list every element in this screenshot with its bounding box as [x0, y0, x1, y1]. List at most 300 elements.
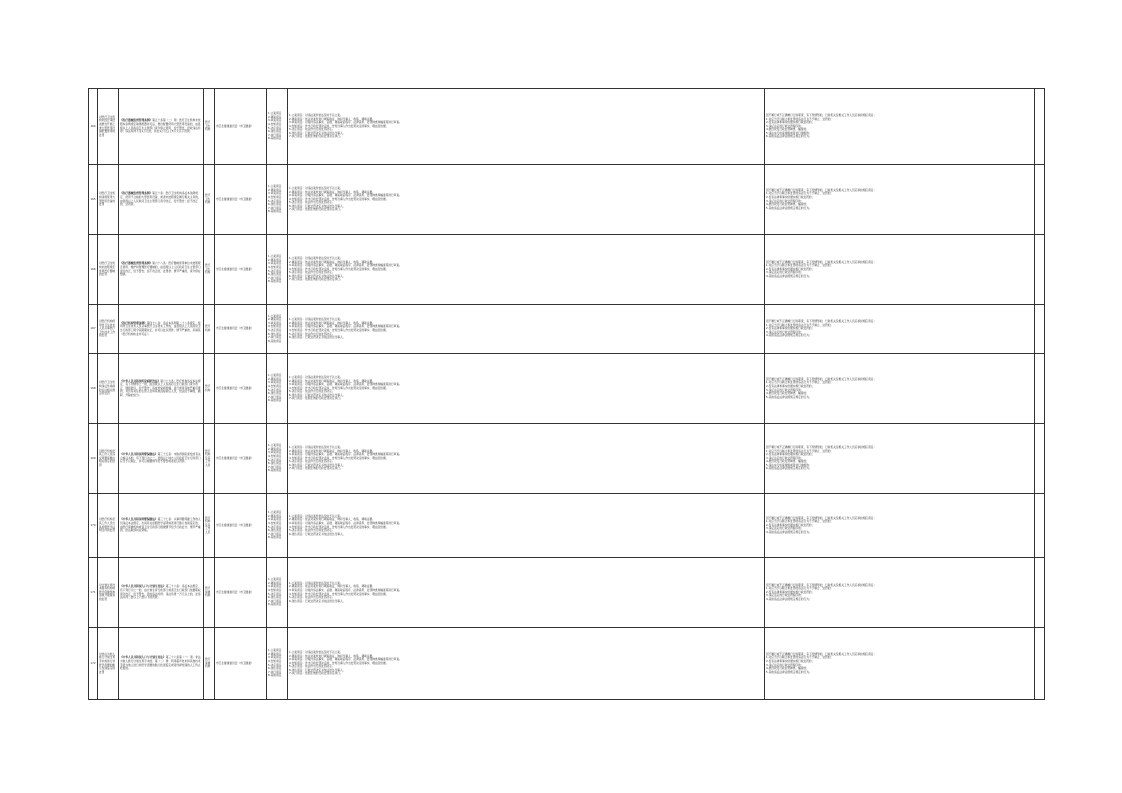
responsibility-item: 8.其他责任: [268, 468, 282, 473]
responsibility-item: 5.决定责任: [268, 591, 282, 596]
row-number-cell: [89, 235, 98, 305]
responsibility-item: 5.决定责任: [268, 387, 282, 392]
table-row: [89, 628, 1045, 700]
responsibility-item: 7.执行责任: [268, 205, 282, 210]
responsibility-item: 3.审查责任: [268, 380, 282, 385]
duty-item: 5.决定责任：依法作出行政处罚决定。: [289, 389, 335, 394]
liability-cell: [765, 494, 1035, 558]
legal-basis-cell: [119, 628, 204, 700]
legal-basis-cell: [119, 558, 204, 628]
duty-item: 5.决定责任：依法作出行政处罚决定。: [289, 595, 335, 600]
target-text: 医疗卫生机构: [205, 120, 211, 132]
responsibility-item: 3.审查责任: [268, 191, 282, 196]
liability-item: 3.违反法定的行政处罚程序的；: [766, 526, 804, 531]
duty-item: 4.告知责任：作出行政处罚决定前，告知当事人作出处罚决定的事实、理由及依据。: [289, 591, 389, 596]
legal-basis-title: 《医疗器械监督管理条例》: [120, 118, 153, 123]
table-body: [89, 89, 1045, 700]
liability-item: 因不履行或不正确履行行政职责，有下列情形的，行政机关及相关工作人员应承担相应责任：: [766, 259, 877, 264]
liability-item: 3.违反法定的行政处罚程序的；: [766, 123, 804, 128]
row-number-cell: [89, 354, 98, 424]
responsibility-item: 7.执行责任: [268, 464, 282, 469]
duty-item: 6.送达责任：行政处罚决定书依法送达当事人。: [289, 130, 346, 135]
liability-item: 4.擅自改变行政处罚种类、幅度的；: [766, 202, 809, 207]
liability-item: 因不履行或不正确履行行政职责，有下列情形的，行政机关及相关工作人员应承担相应责任：: [766, 319, 877, 324]
liability-item: 2.没有法律和事实依据实施行政处罚的；: [766, 452, 815, 457]
duty-item: 4.告知责任：作出行政处罚决定前，告知当事人作出处罚决定的事实、理由及依据。: [289, 196, 389, 201]
duty-detail-cell: [288, 354, 765, 424]
remark-cell: [1035, 235, 1045, 305]
item-name: 对医疗卫生机构未按照规定使用医疗器械的处罚: [99, 261, 116, 277]
table-row: [89, 165, 1045, 235]
duty-item: 3.审查责任：对案件违法事实、证据、调查取证程序、法律适用、处罚种类和幅度等进行审查。: [289, 120, 402, 125]
item-name: 对医疗机构及其工作人员违反母婴保健法相关规定的处罚: [99, 448, 116, 467]
responsibility-item: 1.立案责任: [268, 648, 282, 653]
responsibility-list-cell: [267, 305, 288, 354]
legal-basis-cell: [119, 424, 204, 494]
duty-detail-cell: [288, 558, 765, 628]
subject-text: 市卫生健康委员会（市卫健委）: [216, 326, 254, 331]
subject-text: 市卫生健康委员会（市卫健委）: [216, 266, 254, 271]
legal-basis-text: 第五十条第（二）项：医疗卫生机构未依照本条例规定取得配置许可证，擅自配置使用大型医用设备的，由县级以上人民政府卫生主管部门责令停止使用，给予警告，没收违法所得；违法所得不足1万元的，并处1万元以上5万元以下罚款。: [120, 118, 201, 134]
item-name: 对计划生育技术服务机构或医疗保健机构违规开展服务的处罚: [99, 582, 116, 601]
duty-item: 2.调查责任：依法对案件进行调查取证，询问当事人，收集、调取证据。: [289, 259, 375, 264]
responsibility-item: 8.其他责任: [268, 398, 282, 403]
duty-item: 6.送达责任：行政处罚决定书依法送达当事人。: [289, 462, 346, 467]
responsibility-item: 7.执行责任: [268, 531, 282, 536]
responsibility-item: 2.调查责任: [268, 317, 282, 322]
subject-text: 市卫生健康委员会（市卫健委）: [216, 385, 254, 390]
target-cell: [204, 354, 215, 424]
duty-item: 2.调查责任：依法对案件进行调查取证，询问当事人，收集、调取证据。: [289, 448, 375, 453]
responsibility-item: 5.决定责任: [268, 457, 282, 462]
duty-item: 3.审查责任：对案件违法事实、证据、调查取证程序、法律适用、处罚种类和幅度等进行审查。: [289, 263, 402, 268]
responsibility-list-cell: [267, 494, 288, 558]
liability-item: 2.没有法律和事实依据实施行政处罚的；: [766, 522, 815, 527]
responsibility-item: 4.告知责任: [268, 587, 282, 592]
legal-basis-text: 第三十七条：从事母婴保健工作的人员违反本法规定，出具有关虚假医学证明或者进行胎儿性别鉴定的，由医疗保健机构或者卫生行政部门根据情节给予行政处分；情节严重的，依法取消执业资格。: [120, 517, 201, 533]
responsibility-item: 7.执行责任: [268, 669, 282, 674]
legal-basis-title: 《医疗器械监督管理条例》: [120, 191, 153, 196]
responsibility-list-cell: [267, 628, 288, 700]
table-row: [89, 494, 1045, 558]
liability-item: 2.没有法律和事实依据实施行政处罚的；: [766, 266, 815, 271]
table-row: [89, 235, 1045, 305]
power-list-table: [88, 88, 1045, 700]
responsibility-item: 8.其他责任: [268, 136, 282, 141]
target-cell: [204, 558, 215, 628]
legal-basis-text: 第三十五条：未取得国家颁发的有关合格证书的，有下列行为之一，县级以上地方人民政府卫生行政部门应当予以制止，并可以根据情节给予警告或者处以罚款。: [120, 452, 201, 464]
table-row: [89, 558, 1045, 628]
responsibility-item: 2.调查责任: [268, 376, 282, 381]
duty-item: 3.审查责任：对案件违法事实、证据、调查取证程序、法律适用、处罚种类和幅度等进行审查。: [289, 657, 402, 662]
item-name-cell: [98, 235, 119, 305]
duty-item: 2.调查责任：依法对案件进行调查取证，询问当事人，收集、调取证据。: [289, 189, 375, 194]
legal-basis-cell: [119, 235, 204, 305]
legal-basis-cell: [119, 165, 204, 235]
responsibility-item: 7.执行责任: [268, 132, 282, 137]
responsibility-item: 7.执行责任: [268, 275, 282, 280]
duty-item: 6.送达责任：行政处罚决定书依法送达当事人。: [289, 667, 346, 672]
responsibility-item: 3.审查责任: [268, 261, 282, 266]
liability-item: 因不履行或不正确履行行政职责，有下列情形的，行政机关及相关工作人员应承担相应责任：: [766, 444, 877, 449]
row-number: 172: [90, 660, 96, 665]
responsibility-item: 3.审查责任: [268, 118, 282, 123]
subject-cell: [215, 628, 267, 700]
liability-cell: [765, 305, 1035, 354]
target-cell: [204, 494, 215, 558]
duty-detail-cell: [288, 305, 765, 354]
table-row: [89, 354, 1045, 424]
target-text: 医疗保健机构: [205, 657, 211, 669]
item-name: 对医疗机构及其工作人员出具虚假医学证明文件的处罚: [99, 517, 116, 533]
responsibility-item: 4.告知责任: [268, 383, 282, 388]
legal-basis-text: 第六十八条：医疗器械使用单位未按照规定使用、维护和管理医疗器械的，由县级以上人民政府卫生主管部门责令改正，给予警告；拒不改正的，处罚款；情节严重的，责令停业整顿。: [120, 261, 201, 277]
liability-item: 5.违法实行检查措施或者执行措施的；: [766, 462, 812, 467]
remark-cell: [1035, 165, 1045, 235]
item-name-cell: [98, 628, 119, 700]
liability-item: 1.对应当予以制止和处罚的违法行为不予制止、处罚的；: [766, 191, 834, 196]
remark-cell: [1035, 558, 1045, 628]
responsibility-item: 8.其他责任: [268, 209, 282, 214]
responsibility-list-cell: [267, 89, 288, 165]
table-row: [89, 305, 1045, 354]
responsibility-item: 7.执行责任: [268, 394, 282, 399]
liability-item: 3.违反法定的行政处罚程序的；: [766, 593, 804, 598]
responsibility-item: 1.立案责任: [268, 313, 282, 318]
liability-item: 5.违法实行检查措施或者执行措施的；: [766, 130, 812, 135]
responsibility-item: 7.执行责任: [268, 335, 282, 340]
subject-cell: [215, 494, 267, 558]
liability-item: 3.违反法定的行政处罚程序的；: [766, 387, 804, 392]
duty-item: 1.立案责任：对违法案件依法及时予以立案。: [289, 255, 343, 260]
duty-item: 3.审查责任：对案件违法事实、证据、调查取证程序、法律适用、处罚种类和幅度等进行审查。: [289, 587, 402, 592]
responsibility-item: 1.立案责任: [268, 443, 282, 448]
legal-basis-title: 《医疗机构管理条例》: [120, 320, 147, 325]
target-cell: [204, 89, 215, 165]
responsibility-item: 5.决定责任: [268, 328, 282, 332]
duty-item: 1.立案责任：对违法案件依法及时予以立案。: [289, 513, 343, 518]
duty-detail-cell: [288, 165, 765, 235]
duty-item: 4.告知责任：作出行政处罚决定前，告知当事人作出处罚决定的事实、理由及依据。: [289, 385, 389, 390]
liability-item: 因不履行或不正确履行行政职责，有下列情形的，行政机关及相关工作人员应承担相应责任：: [766, 187, 877, 192]
target-cell: [204, 305, 215, 354]
subject-text: 市卫生健康委员会（市卫健委）: [216, 455, 254, 460]
responsibility-item: 1.立案责任: [268, 577, 282, 582]
liability-item: 6.其他违反法律法规规章规定的行为。: [766, 466, 812, 471]
duty-item: 1.立案责任：对违法案件依法及时予以立案。: [289, 580, 343, 585]
row-number: 170: [90, 522, 96, 527]
liability-item: 4.擅自改变行政处罚种类、幅度的；: [766, 459, 809, 464]
legal-basis-text: 第六十九条：医疗机构违反本法规定，有下列情形之一的，由县级以上人民政府卫生行政部门责令改正，通报批评，给予警告；造成传染病传播、流行或者其他严重后果的，对负有责任的主管人员和其他直接责任人员，依法给予降级、撤职、开除的处分。: [120, 378, 201, 397]
liability-item: 4.其他违反法律法规规章规定的行为。: [766, 529, 812, 534]
duty-item: 6.送达责任：行政处罚决定书依法送达当事人。: [289, 598, 346, 603]
row-number: 166: [90, 266, 96, 271]
liability-item: 因不履行或不正确履行行政职责，有下列情形的，行政机关及相关工作人员应承担相应责任：: [766, 651, 877, 656]
liability-item: 1.对应当予以制止和处罚的违法行为不予制止、处罚的；: [766, 322, 834, 327]
legal-basis-text: 第五十条：医疗卫生机构违反本条例规定，使用不合格的大型医用设备，或者未按照规定履行相关义务的，由县级以上人民政府卫生主管部门责令改正，给予警告；拒不改正的，处罚款。: [120, 191, 201, 207]
target-cell: [204, 235, 215, 305]
duty-item: 2.调查责任：依法对案件进行调查取证，询问当事人，收集、调取证据。: [289, 517, 375, 522]
liability-item: 因不履行或不正确履行行政职责，有下列情形的，行政机关及相关工作人员应承担相应责任：: [766, 112, 877, 117]
responsibility-item: 2.调查责任: [268, 257, 282, 262]
legal-basis-title: 《中华人民共和国母婴保健法》: [120, 452, 158, 457]
duty-item: 1.立案责任：对违法案件依法及时予以立案。: [289, 112, 343, 117]
item-name-cell: [98, 558, 119, 628]
liability-cell: [765, 89, 1035, 165]
subject-cell: [215, 89, 267, 165]
row-number: 169: [90, 455, 96, 460]
legal-basis-cell: [119, 305, 204, 354]
duty-detail-cell: [288, 235, 765, 305]
duty-item: 5.决定责任：依法作出行政处罚决定。: [289, 459, 335, 464]
liability-cell: [765, 165, 1035, 235]
item-name-cell: [98, 305, 119, 354]
responsibility-item: 5.决定责任: [268, 524, 282, 529]
liability-item: 因不履行或不正确履行行政职责，有下列情形的，行政机关及相关工作人员应承担相应责任：: [766, 376, 877, 381]
target-cell: [204, 165, 215, 235]
responsibility-item: 2.调查责任: [268, 580, 282, 585]
responsibility-item: 6.送达责任: [268, 528, 282, 533]
responsibility-item: 5.决定责任: [268, 662, 282, 667]
duty-item: 3.审查责任：对案件违法事实、证据、调查取证程序、法律适用、处罚种类和幅度等进行审查。: [289, 193, 402, 198]
item-name: 对医疗卫生机构违规使用大型医用设备的处罚: [99, 191, 116, 207]
item-name: 对非法为他人施行计划生育手术或进行非医学需要的胎儿性别鉴定的处罚: [99, 651, 116, 674]
responsibility-item: 6.送达责任: [268, 391, 282, 396]
duty-item: 6.送达责任：行政处罚决定书依法送达当事人。: [289, 531, 346, 536]
subject-cell: [215, 235, 267, 305]
liability-item: 1.对应当予以制止和处罚的违法行为不予制止、处罚的；: [766, 448, 834, 453]
responsibility-item: 6.送达责任: [268, 331, 282, 336]
liability-cell: [765, 628, 1035, 700]
responsibility-item: 8.其他责任: [268, 535, 282, 540]
liability-item: 6.其他违反法律法规规章规定的行为。: [766, 134, 812, 139]
liability-item: 1.对应当予以制止和处罚的违法行为不予制止、处罚的；: [766, 519, 834, 524]
liability-item: 1.对应当予以制止和处罚的违法行为不予制止、处罚的；: [766, 263, 834, 268]
subject-text: 市卫生健康委员会（市卫健委）: [216, 589, 254, 594]
responsibility-item: 2.调查责任: [268, 114, 282, 119]
duty-item: 1.立案责任：对违法案件依法及时予以立案。: [289, 317, 343, 322]
responsibility-item: 6.送达责任: [268, 202, 282, 207]
duty-item: 4.告知责任：作出行政处罚决定前，告知当事人作出处罚决定的事实、理由及依据。: [289, 455, 389, 460]
remark-cell: [1035, 305, 1045, 354]
responsibility-item: 4.告知责任: [268, 658, 282, 663]
duty-item: 5.决定责任：依法作出行政处罚决定。: [289, 528, 335, 533]
item-name-cell: [98, 89, 119, 165]
responsibility-item: 3.审查责任: [268, 450, 282, 455]
duty-item: 2.调查责任：依法对案件进行调查取证，询问当事人，收集、调取证据。: [289, 378, 375, 383]
responsibility-item: 3.审查责任: [268, 517, 282, 522]
duty-item: 3.审查责任：对案件违法事实、证据、调查取证程序、法律适用、处罚种类和幅度等进行审查。: [289, 520, 402, 525]
responsibility-list-cell: [267, 165, 288, 235]
target-text: 医疗机构: [205, 383, 211, 392]
responsibility-list-cell: [267, 235, 288, 305]
liability-item: 3.违反法定的行政处罚程序的；: [766, 455, 804, 460]
duty-item: 7.执行责任：依照生效的行政处罚决定执行。: [289, 134, 343, 139]
responsibility-item: 8.其他责任: [268, 338, 282, 343]
remark-cell: [1035, 354, 1045, 424]
row-number: 165: [90, 196, 96, 201]
target-text: 医疗机构及其工作人员: [205, 515, 211, 534]
responsibility-item: 4.告知责任: [268, 453, 282, 458]
responsibility-item: 6.送达责任: [268, 666, 282, 671]
duty-item: 6.送达责任：行政处罚决定书依法送达当事人。: [289, 273, 346, 278]
target-text: 医疗机构: [205, 324, 211, 332]
responsibility-item: 4.告知责任: [268, 324, 282, 329]
duty-item: 2.调查责任：依法对案件进行调查取证，询问当事人，收集、调取证据。: [289, 584, 375, 589]
responsibility-item: 6.送达责任: [268, 595, 282, 600]
item-name: 对医疗机构使用非卫生技术人员从事医疗卫生技术工作的处罚: [99, 319, 116, 338]
legal-basis-text: 第四十八条：违反本条例第二十八条规定，使用非卫生技术人员从事医疗卫生技术工作的，由县级以上人民政府卫生行政部门责令其限期改正，并可以处以罚款；情节严重的，吊销其《医疗机构执业许可证》。: [120, 320, 201, 336]
duty-item: 7.执行责任：依照生效的行政处罚决定执行。: [289, 466, 343, 471]
row-number-cell: [89, 424, 98, 494]
duty-detail-cell: [288, 628, 765, 700]
liability-item: 4.其他违反法律法规规章规定的行为。: [766, 596, 812, 601]
row-number: 167: [90, 326, 96, 331]
responsibility-item: 2.调查责任: [268, 187, 282, 192]
duty-item: 5.决定责任：依法作出行政处罚决定。: [289, 200, 335, 205]
duty-item: 2.调查责任：依法对案件进行调查取证，询问当事人，收集、调取证据。: [289, 653, 375, 658]
subject-cell: [215, 558, 267, 628]
liability-item: 1.对应当予以制止和处罚的违法行为不予制止、处罚的；: [766, 655, 834, 660]
responsibility-item: 2.调查责任: [268, 446, 282, 451]
legal-basis-cell: [119, 354, 204, 424]
responsibility-item: 4.告知责任: [268, 520, 282, 525]
duty-item: 5.决定责任：依法作出行政处罚决定。: [289, 270, 335, 275]
duty-detail-cell: [288, 424, 765, 494]
liability-item: 1.对应当予以制止和处罚的违法行为不予制止、处罚的；: [766, 116, 834, 121]
liability-item: 3.违反法定的行政处罚程序的；: [766, 662, 804, 667]
duty-item: 4.告知责任：作出行政处罚决定前，告知当事人作出处罚决定的事实、理由及依据。: [289, 660, 389, 665]
duty-item: 5.决定责任：依法作出行政处罚决定。: [289, 127, 335, 132]
responsibility-item: 5.决定责任: [268, 125, 282, 130]
liability-item: 2.没有法律和事实依据实施行政处罚的；: [766, 589, 815, 594]
liability-cell: [765, 235, 1035, 305]
remark-cell: [1035, 424, 1045, 494]
duty-item: 7.执行责任：依照生效的行政处罚决定执行。: [289, 277, 343, 282]
item-name-cell: [98, 165, 119, 235]
legal-basis-title: 《中华人民共和国传染病防治法》: [120, 378, 161, 383]
responsibility-item: 3.审查责任: [268, 320, 282, 325]
liability-item: 因不履行或不正确履行行政职责，有下列情形的，行政机关及相关工作人员应承担相应责任：: [766, 582, 877, 587]
item-name: 对医疗卫生机构未经过审批而擅自开展乙类大型医用设备配置使用的处罚: [99, 114, 116, 137]
duty-item: 5.决定责任：依法作出行政处罚决定。: [289, 664, 335, 669]
table-row: [89, 424, 1045, 494]
duty-item: 2.调查责任：依法对案件进行调查取证，询问当事人，收集、调取证据。: [289, 116, 375, 121]
responsibility-item: 6.送达责任: [268, 272, 282, 277]
row-number: 168: [90, 385, 96, 390]
row-number-cell: [89, 165, 98, 235]
table-row: [89, 89, 1045, 165]
responsibility-item: 8.其他责任: [268, 602, 282, 607]
target-cell: [204, 424, 215, 494]
duty-item: 4.告知责任：作出行政处罚决定前，告知当事人作出处罚决定的事实、理由及依据。: [289, 123, 389, 128]
duty-item: 1.立案责任：对违法案件依法及时予以立案。: [289, 649, 343, 654]
duty-item: 4.告知责任：作出行政处罚决定前，告知当事人作出处罚决定的事实、理由及依据。: [289, 328, 389, 332]
responsibility-item: 1.立案责任: [268, 254, 282, 259]
liability-item: 2.没有法律和事实依据实施行政处罚的；: [766, 383, 815, 388]
responsibility-item: 2.调查责任: [268, 513, 282, 518]
liability-item: 1.对应当予以制止和处罚的违法行为不予制止、处罚的；: [766, 380, 834, 385]
liability-item: 4.其他违反法律法规规章规定的行为。: [766, 333, 812, 338]
legal-basis-title: 《中华人民共和国人口与计划生育法》: [120, 584, 166, 589]
liability-item: 2.没有法律和事实依据实施行政处罚的；: [766, 120, 815, 125]
responsibility-item: 5.决定责任: [268, 268, 282, 273]
responsibility-list-cell: [267, 558, 288, 628]
duty-detail-cell: [288, 89, 765, 165]
duty-item: 7.执行责任：依照生效的行政处罚决定执行。: [289, 671, 343, 676]
row-number-cell: [89, 628, 98, 700]
duty-item: 3.审查责任：对案件违法事实、证据、调查取证程序、法律适用、处罚种类和幅度等进行审查。: [289, 452, 402, 457]
responsibility-list-cell: [267, 424, 288, 494]
liability-item: 3.违反法定的行政处罚程序的；: [766, 198, 804, 203]
subject-text: 市卫生健康委员会（市卫健委）: [216, 123, 254, 128]
subject-cell: [215, 424, 267, 494]
duty-item: 1.立案责任：对违法案件依法及时予以立案。: [289, 374, 343, 379]
liability-cell: [765, 558, 1035, 628]
legal-basis-title: 《中华人民共和国人口与计划生育法》: [120, 655, 166, 660]
duty-item: 1.立案责任：对违法案件依法及时予以立案。: [289, 185, 343, 190]
liability-item: 2.没有法律和事实依据实施行政处罚的；: [766, 194, 815, 199]
responsibility-item: 4.告知责任: [268, 264, 282, 269]
liability-item: 4.擅自改变行政处罚种类、幅度的；: [766, 391, 809, 396]
duty-item: 1.立案责任：对违法案件依法及时予以立案。: [289, 444, 343, 449]
responsibility-item: 1.立案责任: [268, 510, 282, 515]
responsibility-item: 4.告知责任: [268, 121, 282, 126]
liability-item: 1.对应当予以制止和处罚的违法行为不予制止、处罚的；: [766, 586, 834, 591]
liability-item: 4.擅自改变行政处罚种类、幅度的；: [766, 666, 809, 671]
item-name-cell: [98, 494, 119, 558]
duty-item: 6.送达责任：行政处罚决定书依法送达当事人。: [289, 392, 346, 397]
duty-item: 4.告知责任：作出行政处罚决定前，告知当事人作出处罚决定的事实、理由及依据。: [289, 524, 389, 529]
duty-item: 5.决定责任：依法作出行政处罚决定。: [289, 331, 335, 336]
responsibility-item: 7.执行责任: [268, 598, 282, 603]
duty-item: 7.执行责任：依照生效的行政处罚决定执行。: [289, 396, 343, 401]
responsibility-item: 6.送达责任: [268, 129, 282, 134]
subject-cell: [215, 305, 267, 354]
legal-basis-cell: [119, 89, 204, 165]
remark-cell: [1035, 628, 1045, 700]
responsibility-item: 4.告知责任: [268, 194, 282, 199]
row-number: 164: [90, 123, 96, 128]
responsibility-item: 8.其他责任: [268, 673, 282, 678]
target-text: 医疗机构及其工作人员: [205, 448, 211, 467]
responsibility-item: 3.审查责任: [268, 584, 282, 589]
row-number-cell: [89, 494, 98, 558]
responsibility-item: 1.立案责任: [268, 373, 282, 378]
remark-cell: [1035, 89, 1045, 165]
subject-cell: [215, 354, 267, 424]
duty-item: 3.审查责任：对案件违法事实、证据、调查取证程序、法律适用、处罚种类和幅度等进行审查。: [289, 324, 402, 329]
item-name-cell: [98, 354, 119, 424]
liability-item: 5.其他违反法律法规规章规定的行为。: [766, 669, 812, 674]
liability-item: 3.违反法定的行政处罚程序的；: [766, 329, 804, 334]
item-name: 对医疗卫生机构违反传染病防治法相关规定的处罚: [99, 380, 116, 396]
row-number-cell: [89, 89, 98, 165]
subject-text: 市卫生健康委员会（市卫健委）: [216, 660, 254, 665]
duty-detail-cell: [288, 494, 765, 558]
duty-item: 6.送达责任：行政处罚决定书依法送达当事人。: [289, 203, 346, 208]
liability-item: 2.没有法律和事实依据实施行政处罚的；: [766, 326, 815, 331]
legal-basis-text: 第三十六条第（一）项：非法为他人施行计划生育手术的；第（二）项：利用超声技术和其他技术手段为他人进行非医学需要的胎儿性别鉴定或者选择性别的人工终止妊娠的。: [120, 655, 201, 671]
responsibility-item: 6.送达责任: [268, 461, 282, 466]
responsibility-item: 8.其他责任: [268, 279, 282, 284]
duty-item: 7.执行责任：依照生效的行政处罚决定执行。: [289, 207, 343, 212]
duty-item: 3.审查责任：对案件违法事实、证据、调查取证程序、法律适用、处罚种类和幅度等进行审查。: [289, 382, 402, 387]
liability-cell: [765, 354, 1035, 424]
liability-item: 因不履行或不正确履行行政职责，有下列情形的，行政机关及相关工作人员应承担相应责任：: [766, 515, 877, 520]
legal-basis-title: 《中华人民共和国母婴保健法》: [120, 517, 158, 522]
liability-item: 3.违反法定的行政处罚程序的；: [766, 270, 804, 275]
